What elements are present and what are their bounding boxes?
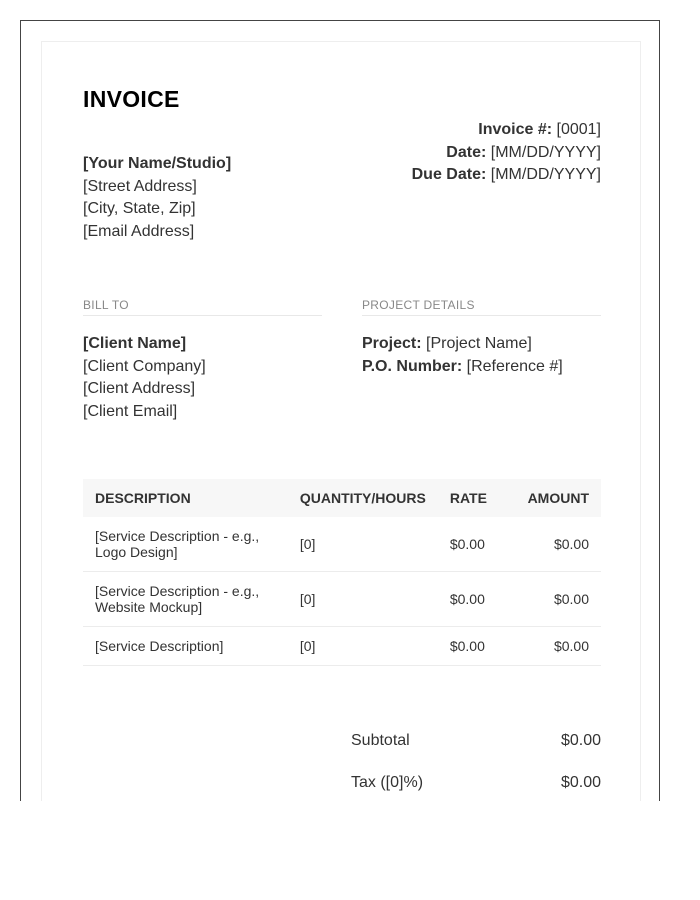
invoice-title: INVOICE (83, 86, 180, 112)
subtotal-label: Subtotal (351, 732, 410, 749)
client-email: [Client Email] (83, 402, 178, 420)
due-date-line (412, 164, 601, 187)
tax-value: $0.00 (560, 774, 601, 791)
project-value: [Project Name] (426, 335, 532, 352)
table-header-row (83, 479, 601, 517)
invoice-number-value: [0001] (556, 121, 601, 138)
column-header-description: DESCRIPTION (83, 479, 288, 517)
row-rate: $0.00 (438, 572, 516, 627)
row-amount: $0.00 (516, 517, 601, 572)
client-company: [Client Company] (83, 357, 206, 375)
project-details-section (362, 298, 601, 378)
subtotal-row (351, 732, 601, 774)
sender-name: [Your Name/Studio] (83, 155, 232, 172)
due-date-value: [MM/DD/YYYY] (490, 166, 601, 183)
project-details-heading: PROJECT DETAILS (362, 298, 601, 316)
po-number-line (362, 356, 601, 379)
row-description: [Service Description - e.g., Logo Design] (83, 517, 288, 572)
project-line (362, 333, 601, 356)
invoice-number-label: Invoice #: (478, 121, 553, 138)
row-quantity: [0] (288, 517, 438, 572)
invoice-date-value: [MM/DD/YYYY] (490, 143, 601, 161)
subtotal-value: $0.00 (560, 732, 601, 749)
invoice-page (41, 41, 641, 801)
invoice-meta (412, 119, 601, 187)
client-address: [Client Address] (83, 380, 196, 397)
column-header-rate: RATE (438, 479, 516, 517)
due-date-label: Due Date: (411, 166, 487, 183)
tax-row (351, 774, 601, 801)
line-items-table (83, 479, 601, 666)
invoice-number-line (412, 119, 601, 142)
row-amount: $0.00 (516, 572, 601, 627)
row-description: [Service Description] (83, 627, 288, 666)
column-header-quantity: QUANTITY/HOURS (288, 479, 438, 517)
row-amount: $0.00 (516, 627, 601, 666)
table-row (83, 627, 601, 666)
bill-to-heading: BILL TO (83, 298, 322, 316)
table-row (83, 517, 601, 572)
totals-block (351, 732, 601, 801)
row-rate: $0.00 (438, 517, 516, 572)
column-header-amount: AMOUNT (516, 479, 601, 517)
row-quantity: [0] (288, 627, 438, 666)
row-rate: $0.00 (438, 627, 516, 666)
document-viewport (20, 20, 660, 801)
sender-city: [City, State, Zip] (83, 200, 196, 217)
table-row (83, 572, 601, 627)
tax-label: Tax ([0]%) (351, 774, 424, 791)
client-name: [Client Name] (83, 335, 187, 352)
po-number-label: P.O. Number: (362, 357, 463, 375)
bill-to-body (83, 333, 322, 423)
bill-to-section (83, 298, 322, 423)
sender-block (83, 153, 231, 243)
project-label: Project: (362, 335, 422, 352)
row-description: [Service Description - e.g., Website Mockup] (83, 572, 288, 627)
invoice-date-line (412, 142, 601, 165)
sender-email: [Email Address] (83, 222, 195, 240)
invoice-date-label: Date: (446, 143, 487, 161)
sender-street: [Street Address] (83, 177, 197, 195)
project-details-body (362, 333, 601, 378)
row-quantity: [0] (288, 572, 438, 627)
po-number-value: [Reference #] (466, 357, 563, 375)
